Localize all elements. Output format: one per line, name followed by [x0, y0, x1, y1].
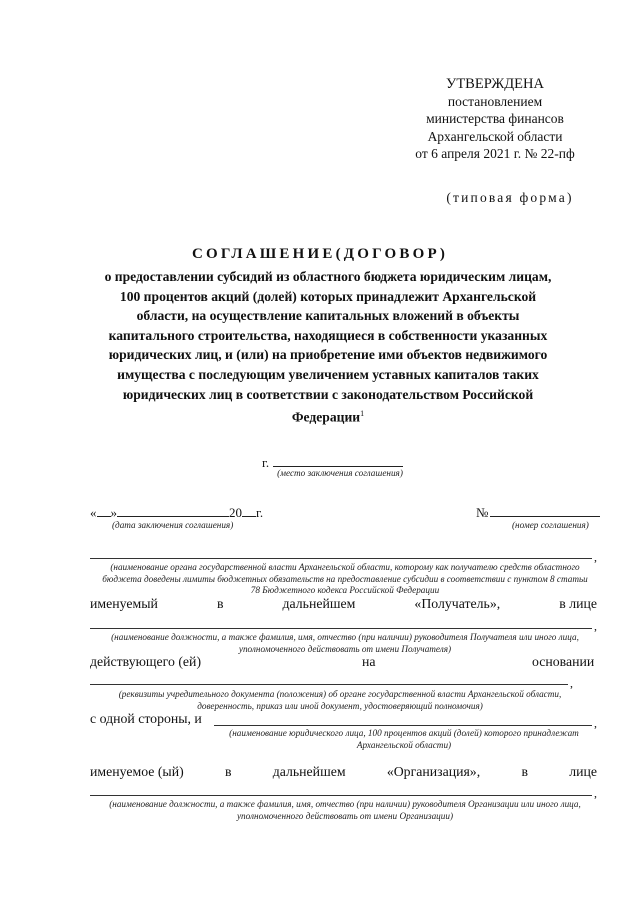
approval-line: от 6 апреля 2021 г. № 22-пф — [415, 145, 575, 161]
day-blank — [97, 504, 111, 517]
row-word: «Организация», — [386, 764, 481, 779]
number-sign: № — [476, 505, 489, 520]
comma: , — [570, 676, 573, 690]
org-person-blank — [90, 795, 592, 796]
date-field — [90, 504, 263, 521]
row-word: действующего (ей) — [90, 654, 202, 669]
recipient-person-caption: (наименование должности, а также фамилия, имя, отчество (при наличии) руководителя Получателя или иного лица, уполномоченного действовать от имени Получателя) — [111, 632, 579, 654]
row-word: лице — [569, 764, 597, 779]
row-word: дальнейшем — [282, 596, 356, 611]
row-word: на — [362, 654, 376, 669]
row-word: именуемый — [90, 596, 158, 611]
row-prefix: с одной стороны, и — [90, 711, 202, 726]
approval-line: постановлением — [447, 94, 543, 110]
comma: , — [594, 619, 597, 633]
form-type-label: (типовая форма) — [446, 190, 574, 205]
row-word: именуемое (ый) — [90, 764, 184, 779]
organization-row — [90, 764, 597, 780]
approval-line: Архангельской области — [427, 128, 563, 144]
authority-blank — [90, 558, 592, 559]
document-subtitle — [93, 267, 563, 427]
organization-caption: (наименование юридического лица, 100 процентов акций (долей) которого принадлежат Архангельской области) — [229, 728, 579, 750]
place-prefix: г. — [262, 455, 270, 470]
recipient-basis-caption: (реквизиты учредительного документа (положения) об органе государственной власти Архангельской области, доверенность, приказ или иной документ, удостоверяющий полномочия) — [118, 689, 562, 711]
month-blank — [117, 504, 229, 517]
approval-block — [400, 76, 590, 162]
row-word: в — [216, 596, 224, 611]
authority-caption: (наименование органа государственной власти Архангельской области, которому как получателю средств областного бюджета доведены лимиты бюджетных обязательств на предоставление субсидии в соответствии с пунктом 8 статьи 78 Бюджетного кодекса Российской Федерации — [102, 562, 588, 595]
year-blank — [242, 504, 256, 517]
approval-heading: УТВЕРЖДЕНА — [446, 76, 544, 92]
comma: , — [594, 716, 597, 730]
date-close-quote: » — [110, 505, 117, 520]
number-caption: (номер соглашения) — [512, 520, 589, 530]
date-caption: (дата заключения соглашения) — [112, 520, 234, 530]
number-blank — [490, 504, 600, 517]
row-word: «Получатель», — [414, 596, 501, 611]
row-word: дальнейшем — [272, 764, 346, 779]
row-word: в — [224, 764, 232, 779]
document-title: СОГЛАШЕНИЕ(ДОГОВОР) — [191, 246, 449, 262]
year-suffix: г. — [256, 505, 264, 520]
basis-blank — [90, 684, 568, 685]
row-word: в — [521, 764, 528, 779]
recipient-row — [90, 596, 597, 612]
row-word: основании — [532, 654, 595, 669]
org-person-caption: (наименование должности, а также фамилия, имя, отчество (при наличии) руководителя Организации или иного лица, уполномоченного действовать от имени Организации) — [109, 799, 581, 821]
comma: , — [594, 786, 597, 800]
number-field — [476, 504, 600, 521]
date-open-quote: « — [90, 505, 97, 520]
row-word: в лице — [559, 596, 597, 611]
place-caption: (место заключения соглашения) — [277, 468, 403, 478]
organization-blank — [214, 725, 592, 726]
footnote-ref: 1 — [360, 409, 365, 419]
recipient-person-blank — [90, 628, 592, 629]
approval-line: министерства финансов — [426, 111, 564, 127]
subtitle-text: о предоставлении субсидий из областного бюджета юридическим лицам, 100 процентов акций (долей) которых принадлежит Архангельской области, на осуществление капитальных вложений в объекты капитального строительства, находящиеся в собственности указанных юридических лиц, и (или) на приобретение ими объектов недвижимого имущества с последующим увеличением уставных капиталов таких юридических лиц в соответствии с законодательством Российской Федерации — [104, 269, 552, 425]
year-prefix: 20 — [229, 505, 242, 520]
place-blank — [273, 454, 403, 467]
comma: , — [594, 550, 597, 564]
